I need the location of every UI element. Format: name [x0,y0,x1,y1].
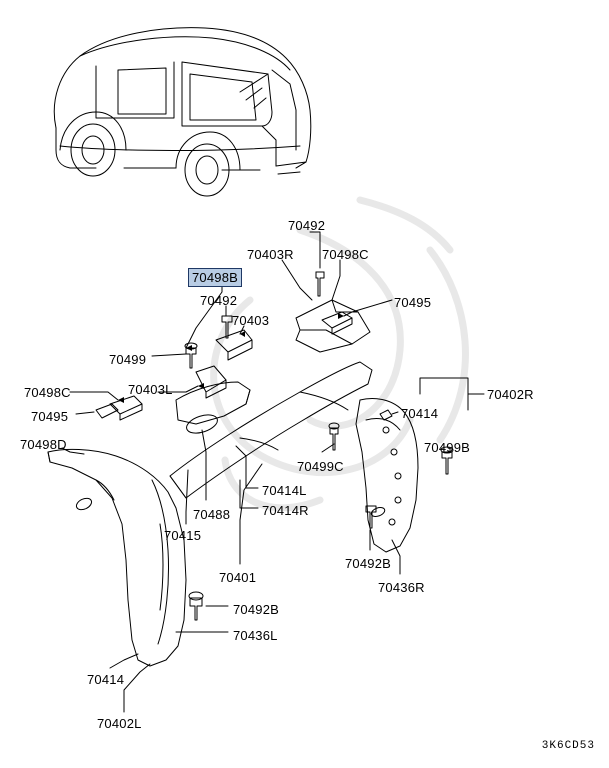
part-70495-left [96,404,118,418]
diagram-code: 3K6CD53 [541,740,595,752]
part-label-70402r[interactable]: 70402R [487,387,534,402]
part-label-70492[interactable]: 70492 [200,293,238,308]
part-70498D [48,449,186,666]
part-label-70499[interactable]: 70499 [109,352,147,367]
part-label-70436l[interactable]: 70436L [233,628,278,643]
part-label-70436r[interactable]: 70436R [378,580,425,595]
part-70403R [296,300,370,352]
part-label-70498c[interactable]: 70498C [24,385,71,400]
part-label-70403r[interactable]: 70403R [247,247,294,262]
part-label-70402l[interactable]: 70402L [97,716,142,731]
part-label-70414[interactable]: 70414 [401,406,439,421]
part-label-70492[interactable]: 70492 [288,218,326,233]
part-label-70401[interactable]: 70401 [219,570,257,585]
part-label-70403l[interactable]: 70403L [128,382,173,397]
part-label-70492b[interactable]: 70492B [345,556,392,571]
part-label-70495[interactable]: 70495 [31,409,69,424]
part-label-70403[interactable]: 70403 [232,313,270,328]
part-label-70414r[interactable]: 70414R [262,503,309,518]
part-label-70414l[interactable]: 70414L [262,483,307,498]
part-label-70495[interactable]: 70495 [394,295,432,310]
part-label-70492b[interactable]: 70492B [233,602,280,617]
part-70498C-left [110,396,142,420]
part-label-70498c[interactable]: 70498C [322,247,369,262]
part-label-70499b[interactable]: 70499B [424,440,471,455]
vehicle-outline [54,28,311,196]
part-label-70498b[interactable]: 70498B [188,268,242,287]
part-70492B-left [189,592,203,620]
part-label-70414[interactable]: 70414 [87,672,125,687]
part-label-70498d[interactable]: 70498D [20,437,67,452]
part-70492-upper-right [316,272,324,296]
part-70401 [170,362,372,498]
part-label-70415[interactable]: 70415 [164,528,202,543]
part-label-70488[interactable]: 70488 [193,507,231,522]
part-label-70499c[interactable]: 70499C [297,459,344,474]
